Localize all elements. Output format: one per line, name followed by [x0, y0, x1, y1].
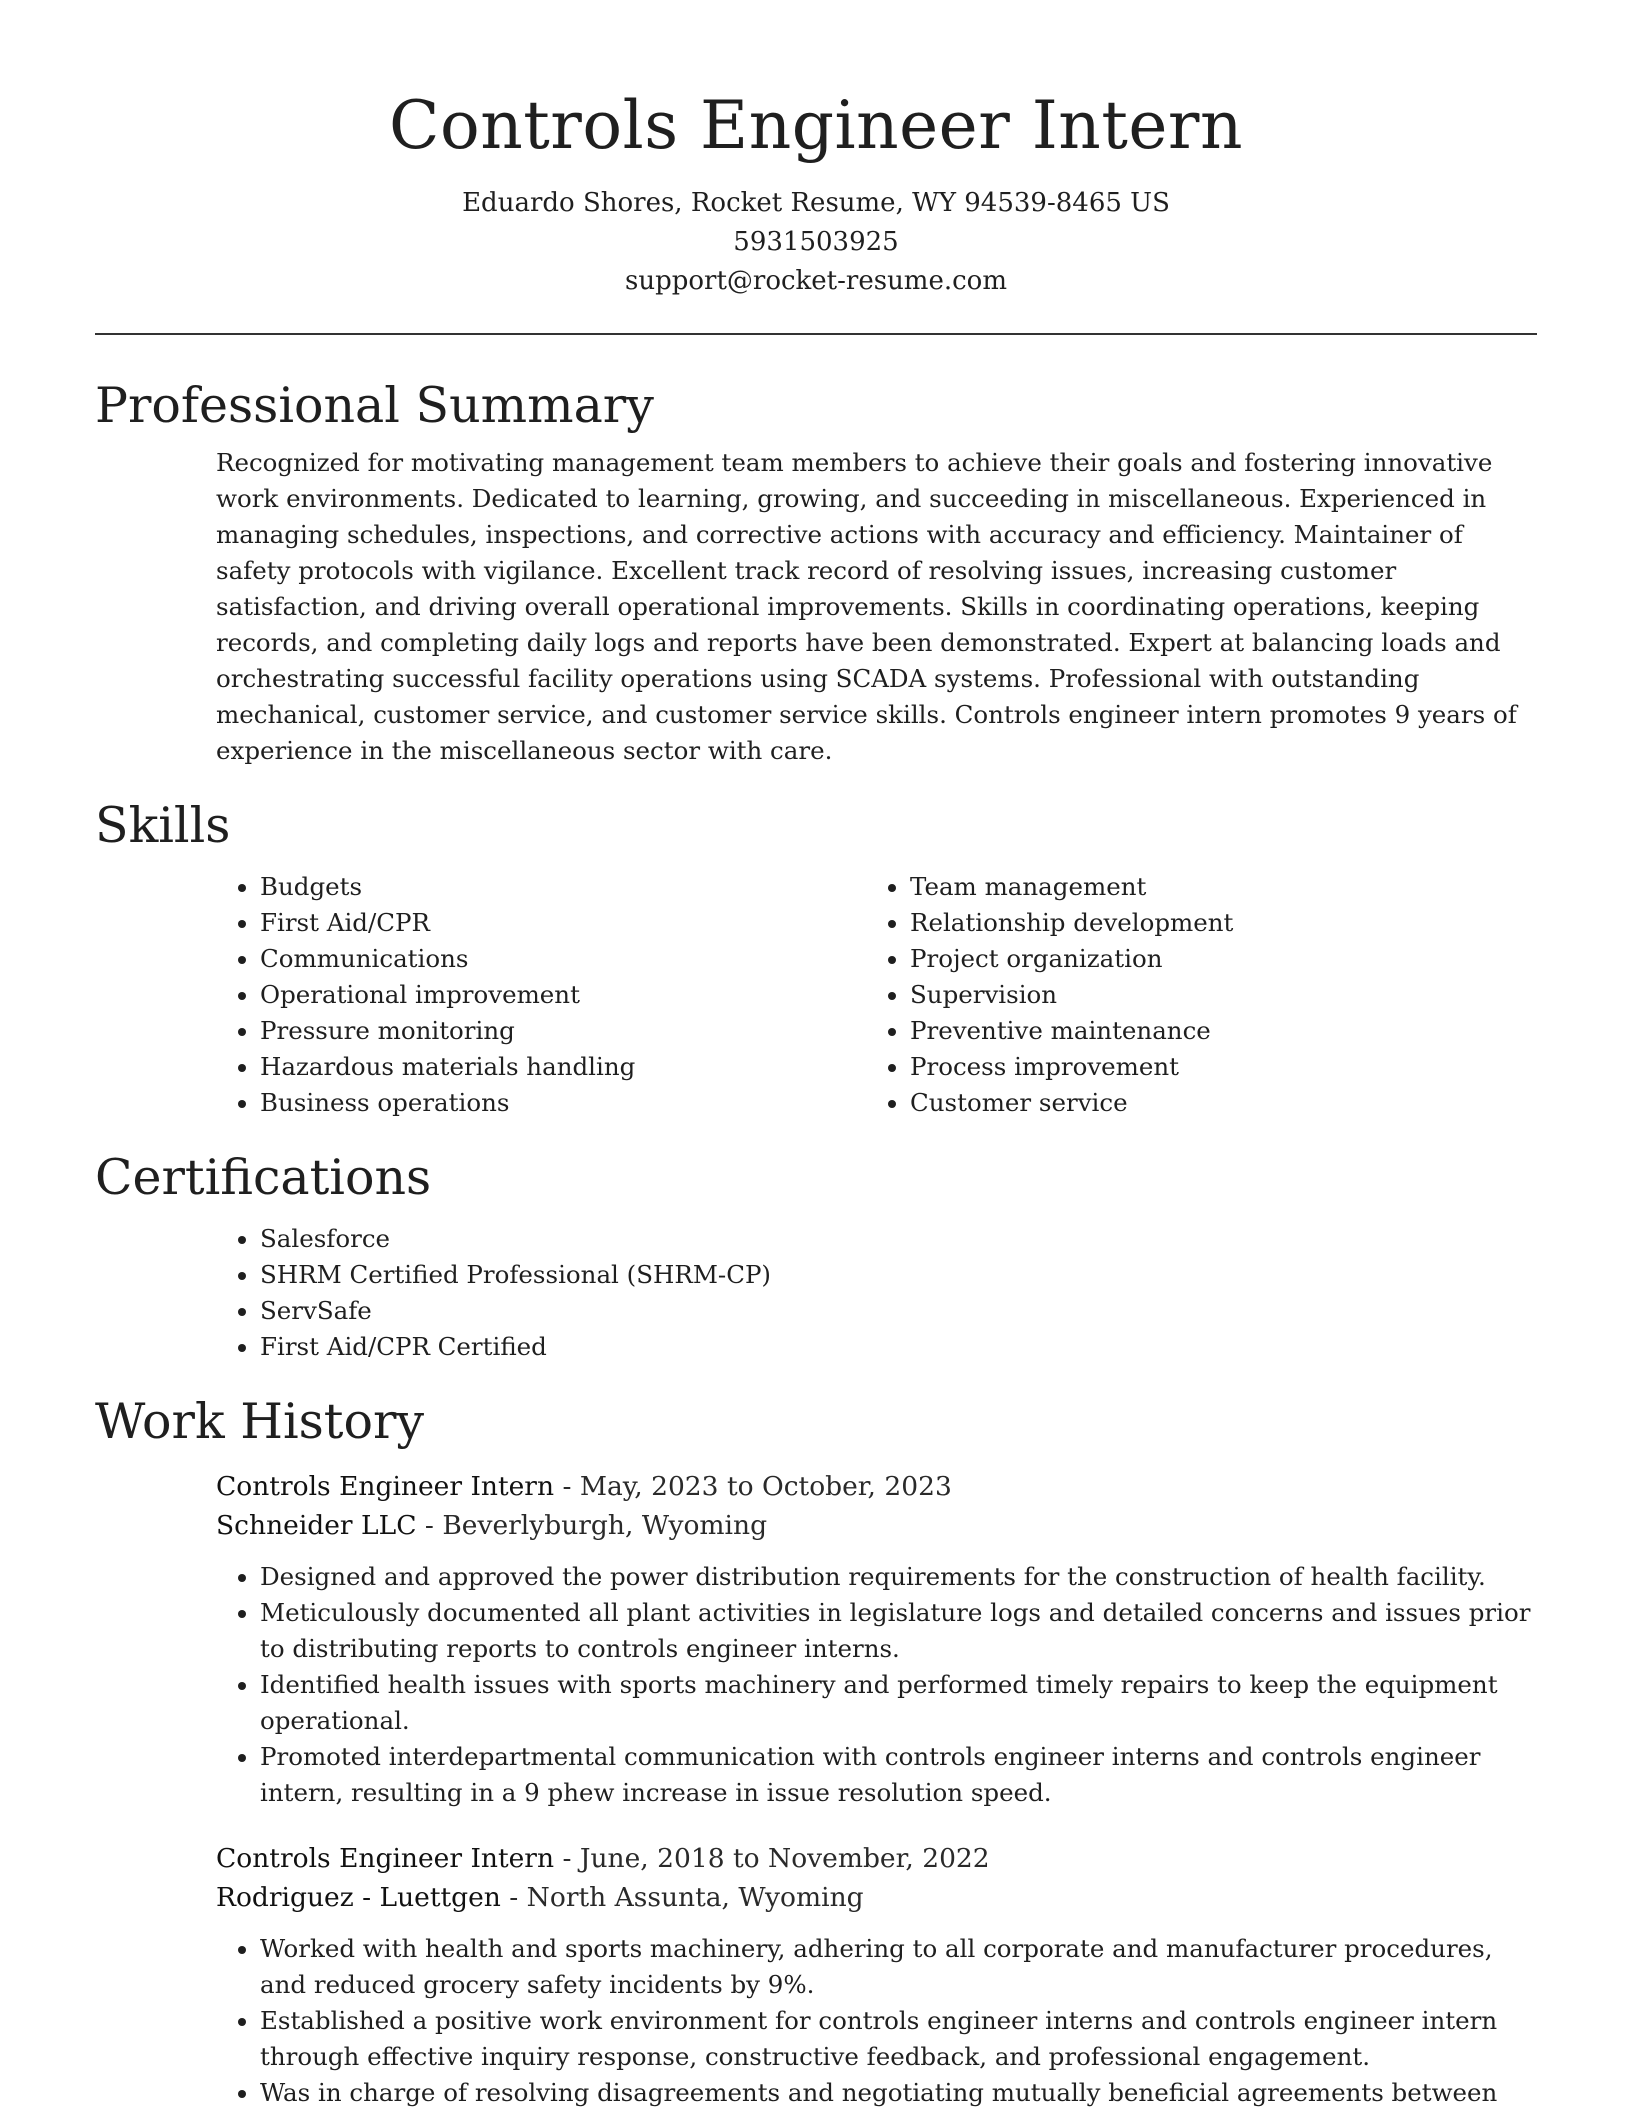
email-line[interactable]: support@rocket-resume.com — [624, 266, 1007, 296]
job-location: North Assunta, Wyoming — [526, 1882, 864, 1913]
skill-item: • Communications — [260, 941, 866, 977]
job-bullet: • Established a positive work environment for controls engineer interns and controls engineer intern through effective inquiry response, constructive feedback, and professional engagement. — [260, 2003, 1537, 2075]
job-company-line: Rodriguez - Luettgen - North Assunta, Wyoming — [216, 1882, 864, 1913]
skill-item: • Project organization — [910, 941, 1516, 977]
certifications-list — [216, 1221, 1537, 1365]
contact-block — [95, 184, 1537, 301]
resume-page — [95, 0, 1537, 2111]
skill-item: • Customer service — [910, 1085, 1516, 1121]
certification-item: • ServSafe — [260, 1293, 1537, 1329]
certification-item: • First Aid/CPR Certified — [260, 1329, 1537, 1365]
job-company-line: Schneider LLC - Beverlyburgh, Wyoming — [216, 1510, 768, 1541]
job-dates: May, 2023 to October, 2023 — [579, 1471, 952, 1502]
phone-line: 5931503925 — [733, 227, 899, 257]
skills-section — [95, 795, 1537, 1121]
resume-header — [95, 0, 1537, 301]
candidate-title: Controls Engineer Intern — [389, 87, 1243, 164]
job-bullet: • Designed and approved the power distribution requirements for the construction of health facility. — [260, 1559, 1537, 1595]
skill-item: • Operational improvement — [260, 977, 866, 1013]
skill-item: • Team management — [910, 869, 1516, 905]
job-bullet: • Worked with health and sports machinery, adhering to all corporate and manufacturer procedures, and reduced grocery safety incidents by 9%. — [260, 1931, 1537, 2003]
skill-item: • Hazardous materials handling — [260, 1049, 866, 1085]
skill-item: • Pressure monitoring — [260, 1013, 866, 1049]
header-divider — [95, 333, 1537, 335]
summary-text: Recognized for motivating management team members to achieve their goals and fostering innovative work environments. Dedicated to learning, growing, and succeeding in miscellaneous. Experienced in managing schedules, inspections, and corrective actions with accuracy and efficiency. Maintainer of safety protocols with vigilance. Excellent track record of resolving issues, increasing customer satisfaction, and driving overall operational improvements. Skills in coordinating operations, keeping records, and completing daily logs and reports have been demonstrated. Expert at balancing loads and orchestrating successful facility operations using SCADA systems. Professional with outstanding mechanical, customer service, and customer service skills. Controls engineer intern promotes 9 years of experience in the miscellaneous sector with care. — [216, 448, 1517, 765]
summary-section — [95, 375, 1537, 769]
certification-item: • SHRM Certified Professional (SHRM-CP) — [260, 1257, 1537, 1293]
skills-column-right — [866, 869, 1516, 1121]
job-role: Controls Engineer Intern — [216, 1471, 555, 1502]
job-bullet: • Promoted interdepartmental communication with controls engineer interns and controls engineer intern, resulting in a 9 phew increase in issue resolution speed. — [260, 1739, 1537, 1811]
skills-column-left — [216, 869, 866, 1121]
job-bullets — [216, 1931, 1537, 2111]
summary-heading: Professional Summary — [95, 377, 654, 434]
skill-item: • Business operations — [260, 1085, 866, 1121]
job-bullet: • Meticulously documented all plant activities in legislature logs and detailed concerns and issues prior to distributing reports to controls engineer interns. — [260, 1595, 1537, 1667]
job-bullet: • Was in charge of resolving disagreements and negotiating mutually beneficial agreements between — [260, 2075, 1537, 2111]
work-history-heading: Work History — [95, 1393, 425, 1450]
certifications-heading: Certifications — [95, 1149, 432, 1206]
job-role: Controls Engineer Intern — [216, 1843, 555, 1874]
job-entry — [216, 1839, 1537, 2111]
job-bullet: • Identified health issues with sports machinery and performed timely repairs to keep the equipment operational. — [260, 1667, 1537, 1739]
skill-item: • Supervision — [910, 977, 1516, 1013]
skill-item: • Relationship development — [910, 905, 1516, 941]
job-company: Rodriguez - Luettgen — [216, 1882, 501, 1913]
skill-item: • Budgets — [260, 869, 866, 905]
job-title-line: Controls Engineer Intern - June, 2018 to November, 2022 — [216, 1843, 990, 1874]
skills-columns — [216, 869, 1537, 1121]
skills-heading: Skills — [95, 797, 231, 854]
certification-item: • Salesforce — [260, 1221, 1537, 1257]
skill-item: • First Aid/CPR — [260, 905, 866, 941]
job-company: Schneider LLC — [216, 1510, 417, 1541]
address-line: Eduardo Shores, Rocket Resume, WY 94539-8465 US — [462, 188, 1170, 218]
job-location: Beverlyburgh, Wyoming — [442, 1510, 768, 1541]
job-entry — [216, 1467, 1537, 1811]
certifications-section — [95, 1147, 1537, 1365]
work-history-section — [95, 1391, 1537, 2111]
job-dates: June, 2018 to November, 2022 — [579, 1843, 990, 1874]
skill-item: • Preventive maintenance — [910, 1013, 1516, 1049]
job-title-line: Controls Engineer Intern - May, 2023 to October, 2023 — [216, 1471, 952, 1502]
job-bullets — [216, 1559, 1537, 1811]
skill-item: • Process improvement — [910, 1049, 1516, 1085]
